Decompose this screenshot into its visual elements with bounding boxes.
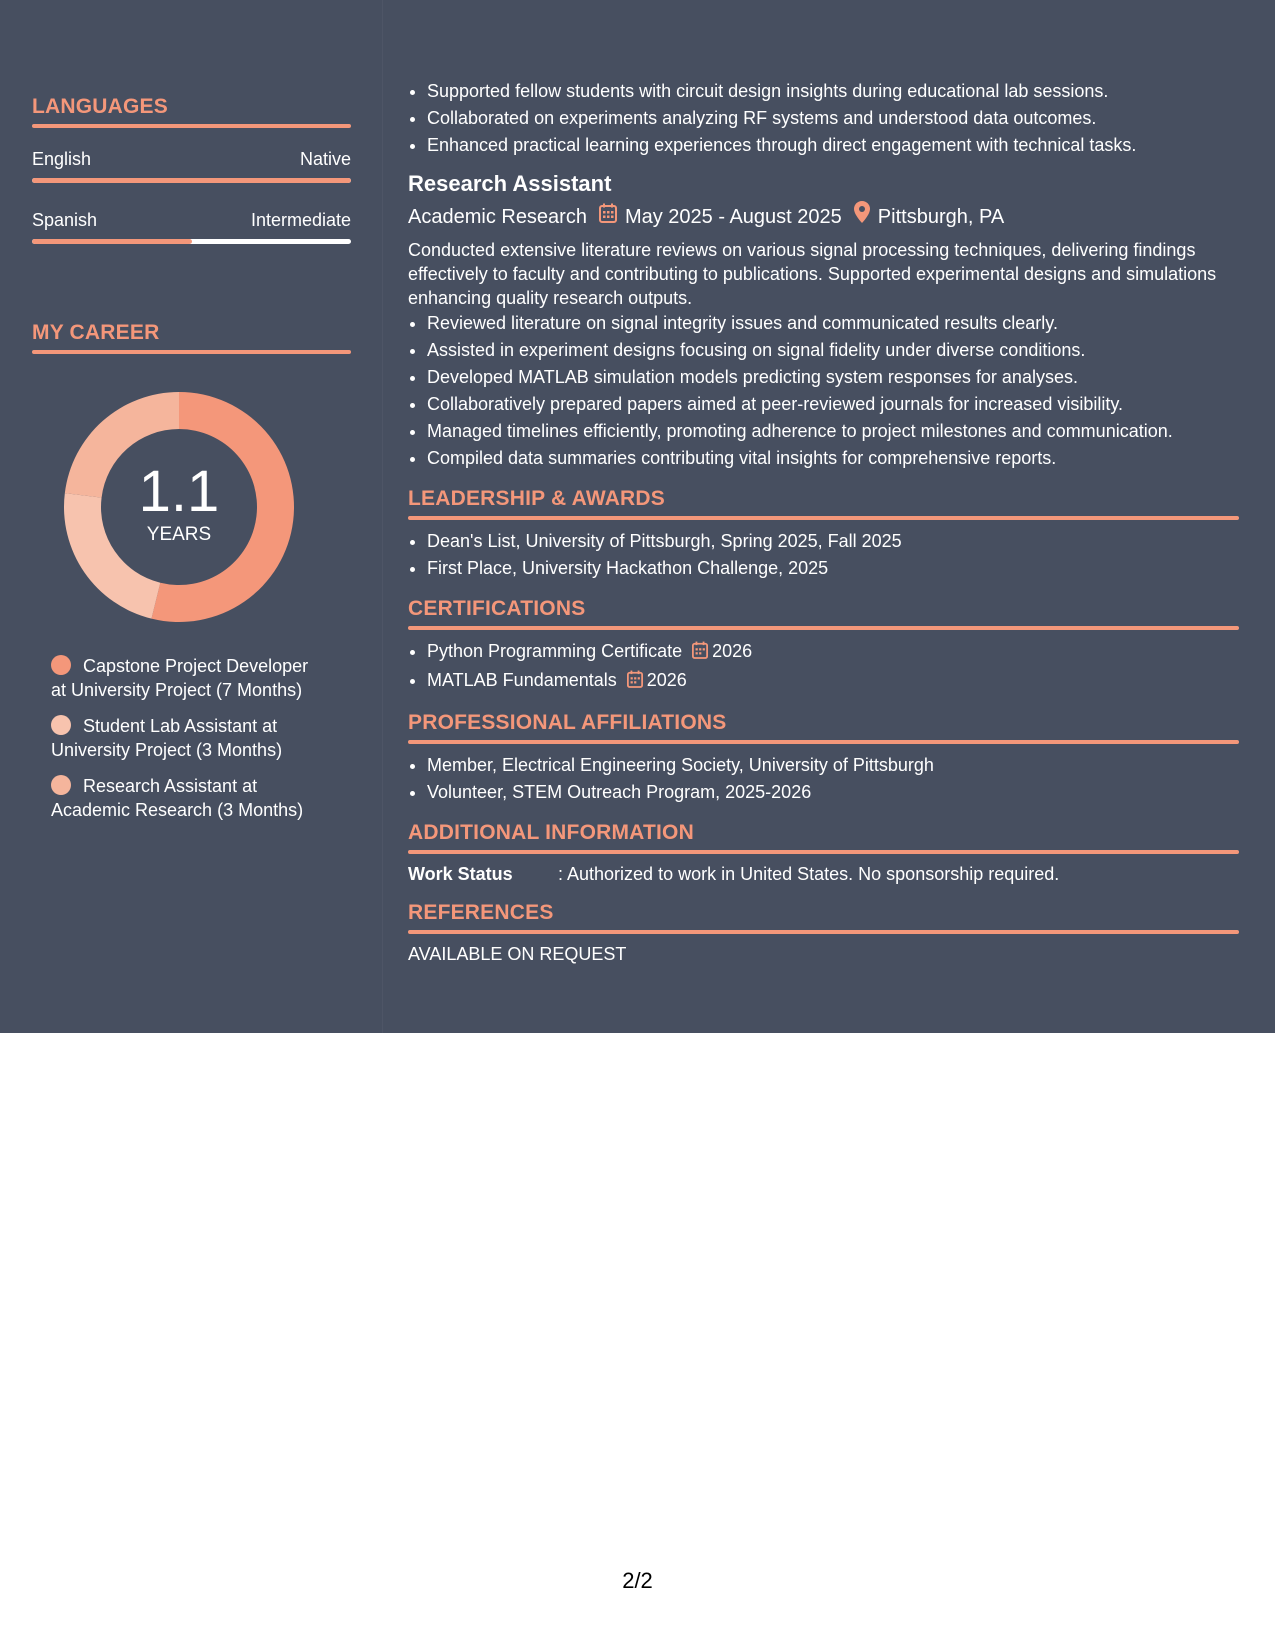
page-number: 2/2 bbox=[622, 1568, 653, 1593]
section-rule bbox=[32, 350, 351, 354]
language-proficiency-fill bbox=[32, 239, 192, 244]
references-section bbox=[408, 900, 1239, 966]
affiliations-title: PROFESSIONAL AFFILIATIONS bbox=[408, 711, 727, 734]
legend-item bbox=[51, 774, 321, 822]
language-level: Intermediate bbox=[250, 210, 351, 230]
section-rule bbox=[408, 850, 1239, 854]
certification-year: 2026 bbox=[646, 670, 687, 690]
section-rule bbox=[408, 516, 1239, 520]
language-item bbox=[32, 209, 351, 244]
legend-dot bbox=[51, 715, 71, 735]
language-item bbox=[32, 148, 351, 183]
leadership-section bbox=[408, 486, 1239, 582]
legend-label: Capstone Project Developer at University Project (7 Months) bbox=[51, 656, 309, 700]
bullet-item: • Managed timelines efficiently, promoting adherence to project milestones and communication. bbox=[427, 418, 1239, 445]
calendar-icon bbox=[627, 669, 643, 696]
certification-item bbox=[427, 667, 1239, 696]
languages-title: LANGUAGES bbox=[32, 95, 168, 118]
language-proficiency-bar bbox=[32, 178, 351, 183]
language-name: Spanish bbox=[32, 210, 98, 230]
job-title: Research Assistant bbox=[408, 171, 612, 196]
career-section bbox=[32, 320, 351, 822]
career-total-unit: YEARS bbox=[146, 524, 212, 545]
bullet-item: • Enhanced practical learning experiences through direct engagement with technical tasks. bbox=[427, 132, 1239, 159]
job-bullets bbox=[408, 310, 1239, 472]
career-title: MY CAREER bbox=[32, 321, 160, 344]
legend-label: Research Assistant at Academic Research (3 Months) bbox=[51, 776, 304, 820]
right-column bbox=[408, 78, 1239, 966]
legend-item bbox=[51, 714, 321, 762]
references-text: AVAILABLE ON REQUEST bbox=[408, 944, 627, 964]
language-level: Native bbox=[299, 149, 351, 169]
languages-section bbox=[32, 94, 351, 244]
bullet-item: • Compiled data summaries contributing vital insights for comprehensive reports. bbox=[427, 445, 1239, 472]
references-title: REFERENCES bbox=[408, 901, 554, 924]
section-rule bbox=[408, 626, 1239, 630]
work-status-label: Work Status bbox=[408, 864, 513, 884]
leadership-title: LEADERSHIP & AWARDS bbox=[408, 487, 665, 510]
location-pin-icon bbox=[854, 201, 870, 232]
certification-name: Python Programming Certificate bbox=[427, 641, 683, 661]
affiliations-section bbox=[408, 710, 1239, 806]
bullet-item: • Developed MATLAB simulation models predicting system responses for analyses. bbox=[427, 364, 1239, 391]
affiliations-list bbox=[408, 752, 1239, 806]
job-meta bbox=[408, 201, 1239, 232]
certification-name: MATLAB Fundamentals bbox=[427, 670, 617, 690]
bullet-item: • Assisted in experiment designs focusing on signal fidelity under diverse conditions. bbox=[427, 337, 1239, 364]
bullet-item: • First Place, University Hackathon Challenge, 2025 bbox=[427, 555, 1239, 582]
calendar-icon bbox=[599, 202, 617, 232]
job-location: Pittsburgh, PA bbox=[877, 205, 1005, 228]
work-status-value: : Authorized to work in United States. No sponsorship required. bbox=[558, 864, 1060, 884]
certifications-section bbox=[408, 596, 1239, 696]
calendar-icon bbox=[692, 640, 708, 667]
legend-dot bbox=[51, 655, 71, 675]
career-legend bbox=[51, 654, 351, 822]
certifications-title: CERTIFICATIONS bbox=[408, 597, 586, 620]
donut-center bbox=[64, 392, 294, 622]
job-dates: May 2025 - August 2025 bbox=[624, 205, 842, 228]
language-proficiency-fill bbox=[32, 178, 351, 183]
previous-job-bullets bbox=[408, 78, 1239, 159]
certification-item bbox=[427, 638, 1239, 667]
work-status-row bbox=[408, 862, 1239, 886]
additional-info-title: ADDITIONAL INFORMATION bbox=[408, 821, 694, 844]
language-name: English bbox=[32, 149, 92, 169]
job-summary: Conducted extensive literature reviews on various signal processing techniques, delivering findings effectively to faculty and contributing to publications. Supported experimental designs and simulations enhancing quality research outputs. bbox=[408, 240, 1217, 308]
bullet-item: • Collaborated on experiments analyzing RF systems and understood data outcomes. bbox=[427, 105, 1239, 132]
bullet-item: • Collaboratively prepared papers aimed at peer-reviewed journals for increased visibility. bbox=[427, 391, 1239, 418]
legend-item bbox=[51, 654, 321, 702]
job-company: Academic Research bbox=[408, 205, 587, 228]
section-rule bbox=[408, 930, 1239, 934]
section-rule bbox=[408, 740, 1239, 744]
job-entry bbox=[408, 169, 1239, 472]
bullet-item: • Reviewed literature on signal integrity issues and communicated results clearly. bbox=[427, 310, 1239, 337]
bullet-item: • Dean's List, University of Pittsburgh, Spring 2025, Fall 2025 bbox=[427, 528, 1239, 555]
career-donut-chart bbox=[64, 392, 294, 622]
section-rule bbox=[32, 124, 351, 128]
language-proficiency-bar bbox=[32, 239, 351, 244]
bullet-item: • Supported fellow students with circuit design insights during educational lab sessions. bbox=[427, 78, 1239, 105]
certification-year: 2026 bbox=[712, 641, 753, 661]
bullet-item: • Volunteer, STEM Outreach Program, 2025-2026 bbox=[427, 779, 1239, 806]
left-column bbox=[32, 94, 351, 834]
legend-label: Student Lab Assistant at University Project (3 Months) bbox=[51, 716, 283, 760]
career-total-years: 1.1 bbox=[138, 459, 220, 524]
additional-info-section bbox=[408, 820, 1239, 886]
column-divider bbox=[382, 0, 383, 1033]
leadership-list bbox=[408, 528, 1239, 582]
certifications-list bbox=[408, 638, 1239, 696]
bullet-item: • Member, Electrical Engineering Society, University of Pittsburgh bbox=[427, 752, 1239, 779]
legend-dot bbox=[51, 775, 71, 795]
